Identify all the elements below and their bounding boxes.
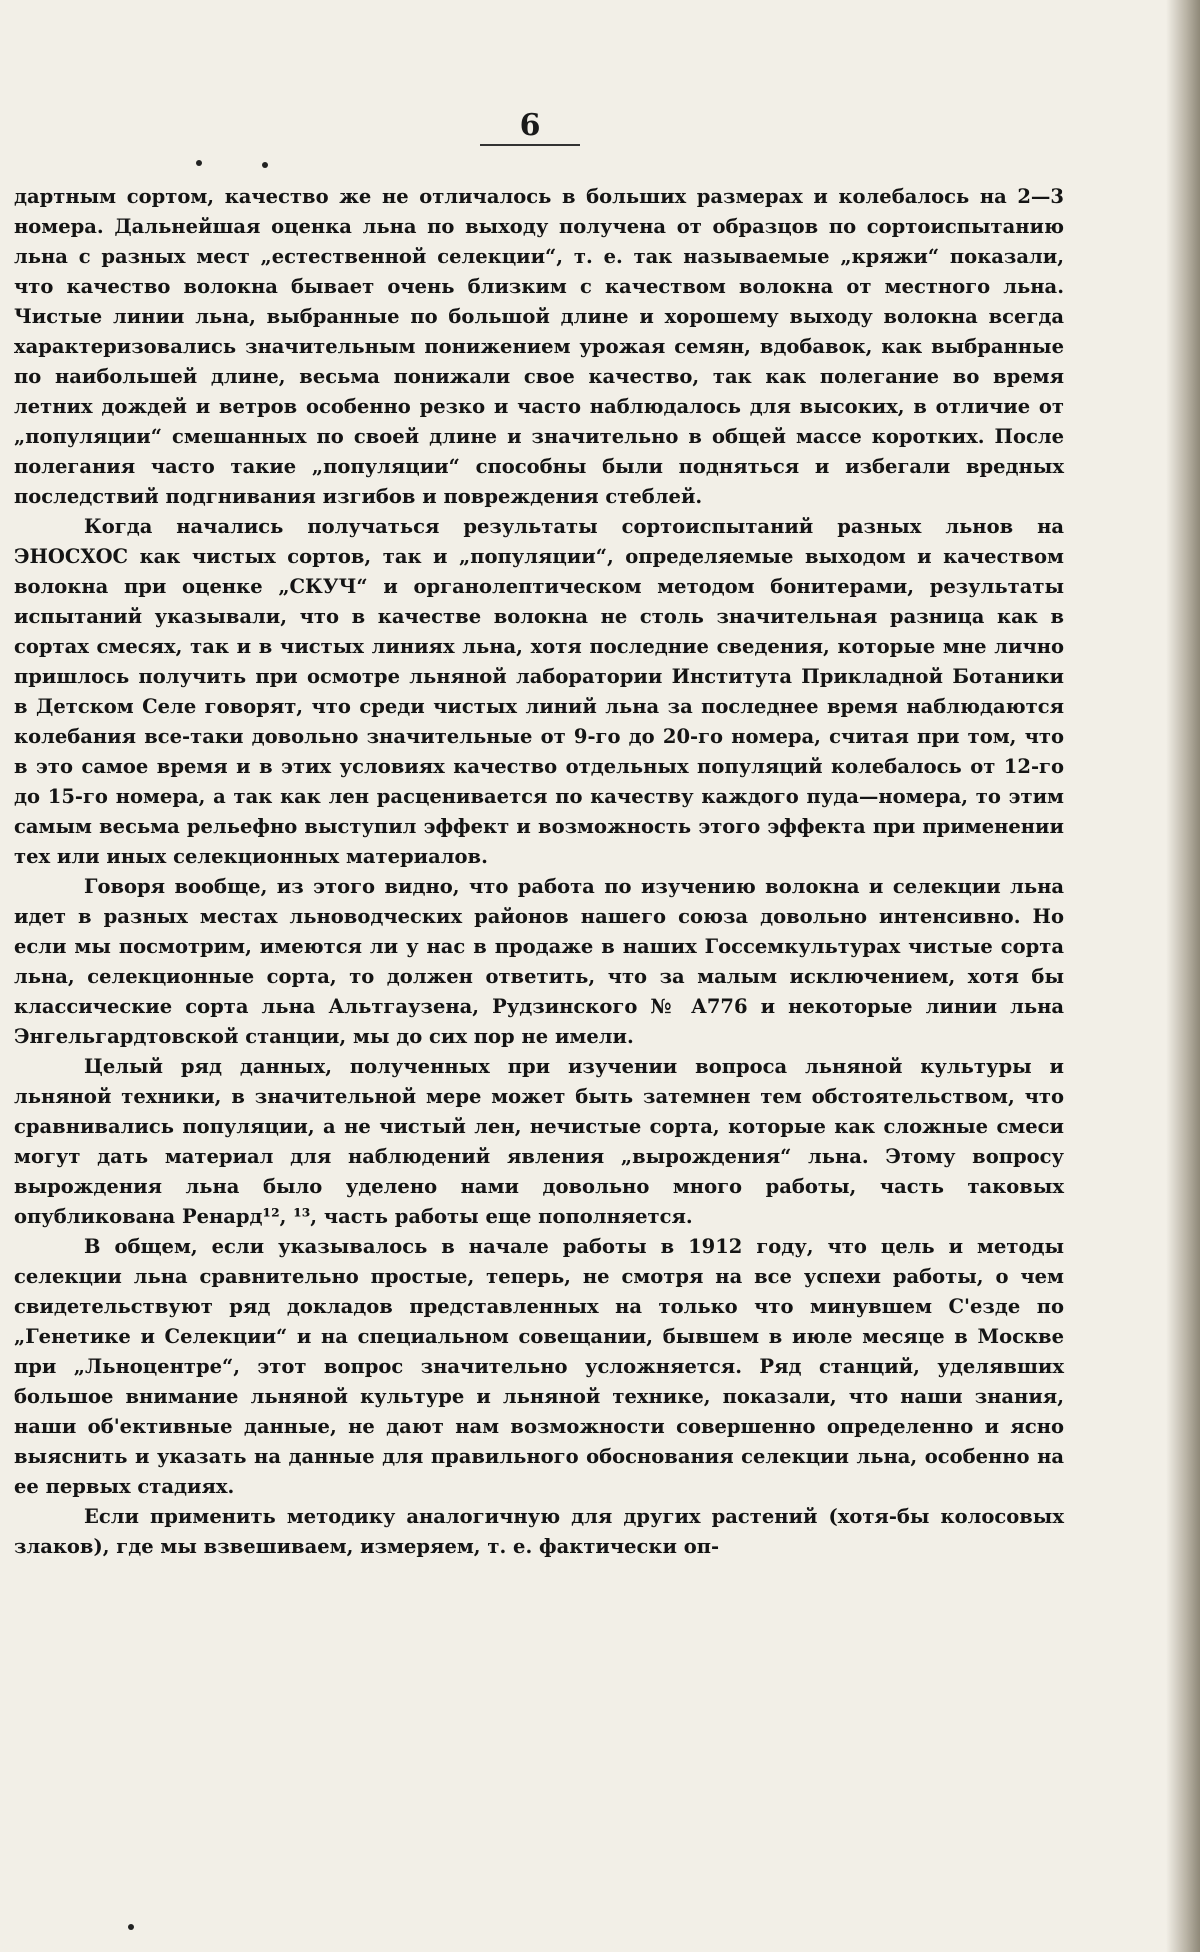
print-speck: [196, 160, 202, 166]
paragraph-5: В общем, если указывалось в начале работы в 1912 году, что цель и методы селекции льна сравнительно простые, теперь, не смотря на все успехи работы, о чем свидетельствуют ряд докладов представленных на только что минувшем С'езде по „Генетике и Селекции“ и на специальном совещании, бывшем в июле месяце в Москве при „Льноцентре“, этот вопрос значительно усложняется. Ряд станций, уделявших большое внимание льняной культуре и льняной технике, показали, что наши знания, наши об'ективные данные, не дают нам возможности совершенно определенно и ясно выяснить и указать на данные для правильного обоснования селекции льна, особенно на ее первых стадиях.: [14, 1235, 1064, 1498]
body-text: [14, 182, 1064, 1562]
print-speck: [262, 162, 268, 168]
page-number: 6: [480, 108, 580, 146]
paragraph-2: Когда начались получаться результаты сортоиспытаний разных льнов на ЭНОСХОС как чистых сортов, так и „популяции“, определяемые выходом и качеством волокна при оценке „СКУЧ“ и органолептическом методом бонитерами, результаты испытаний указывали, что в качестве волокна не столь значительная разница как в сортах смесях, так и в чистых линиях льна, хотя последние сведения, которые мне лично пришлось получить при осмотре льняной лаборатории Института Прикладной Ботаники в Детском Селе говорят, что среди чистых линий льна за последнее время наблюдаются колебания все-таки довольно значительные от 9-го до 20-го номера, считая при том, что в это самое время и в этих условиях качество отдельных популяций колебалось от 12-го до 15-го номера, а так как лен расценивается по качеству каждого пуда—номера, то этим самым весьма рельефно выступил эффект и возможность этого эффекта при применении тех или иных селекционных материалов.: [14, 515, 1064, 868]
paragraph-6: Если применить методику аналогичную для других растений (хотя-бы колосовых злаков), где мы взвешиваем, измеряем, т. е. фактически оп-: [14, 1505, 1064, 1558]
paragraph-4: Целый ряд данных, полученных при изучении вопроса льняной культуры и льняной техники, в значительной мере может быть затемнен тем обстоятельством, что сравнивались популяции, а не чистый лен, нечистые сорта, которые как сложные смеси могут дать материал для наблюдений явления „вырождения“ льна. Этому вопросу вырождения льна было уделено нами довольно много работы, часть таковых опубликована Ренард¹², ¹³, часть работы еще пополняется.: [14, 1055, 1064, 1228]
paragraph-3: Говоря вообще, из этого видно, что работа по изучению волокна и селекции льна идет в разных местах льноводческих районов нашего союза довольно интенсивно. Но если мы посмотрим, имеются ли у нас в продаже в наших Госсемкультурах чистые сорта льна, селекционные сорта, то должен ответить, что за малым исключением, хотя бы классические сорта льна Альтгаузена, Рудзинского № А776 и некоторые линии льна Энгельгардтовской станции, мы до сих пор не имели.: [14, 875, 1064, 1048]
paragraph-1: дартным сортом, качество же не отличалось в больших размерах и колебалось на 2—3 номера. Дальнейшая оценка льна по выходу получена от образцов по сортоиспытанию льна с разных мест „естественной селекции“, т. е. так называемые „кряжи“ показали, что качество волокна бывает очень близким с качеством волокна от местного льна. Чистые линии льна, выбранные по большой длине и хорошему выходу волокна всегда характеризовались значительным понижением урожая семян, вдобавок, как выбранные по наибольшей длине, весьма понижали свое качество, так как полегание во время летних дождей и ветров особенно резко и часто наблюдалось для высоких, в отличие от „популяции“ смешанных по своей длине и значительно в общей массе коротких. После полегания часто такие „популяции“ способны были подняться и избегали вредных последствий подгнивания изгибов и повреждения стеблей.: [14, 185, 1064, 508]
page-edge-shadow: [1166, 0, 1200, 1952]
print-speck: [128, 1924, 134, 1930]
